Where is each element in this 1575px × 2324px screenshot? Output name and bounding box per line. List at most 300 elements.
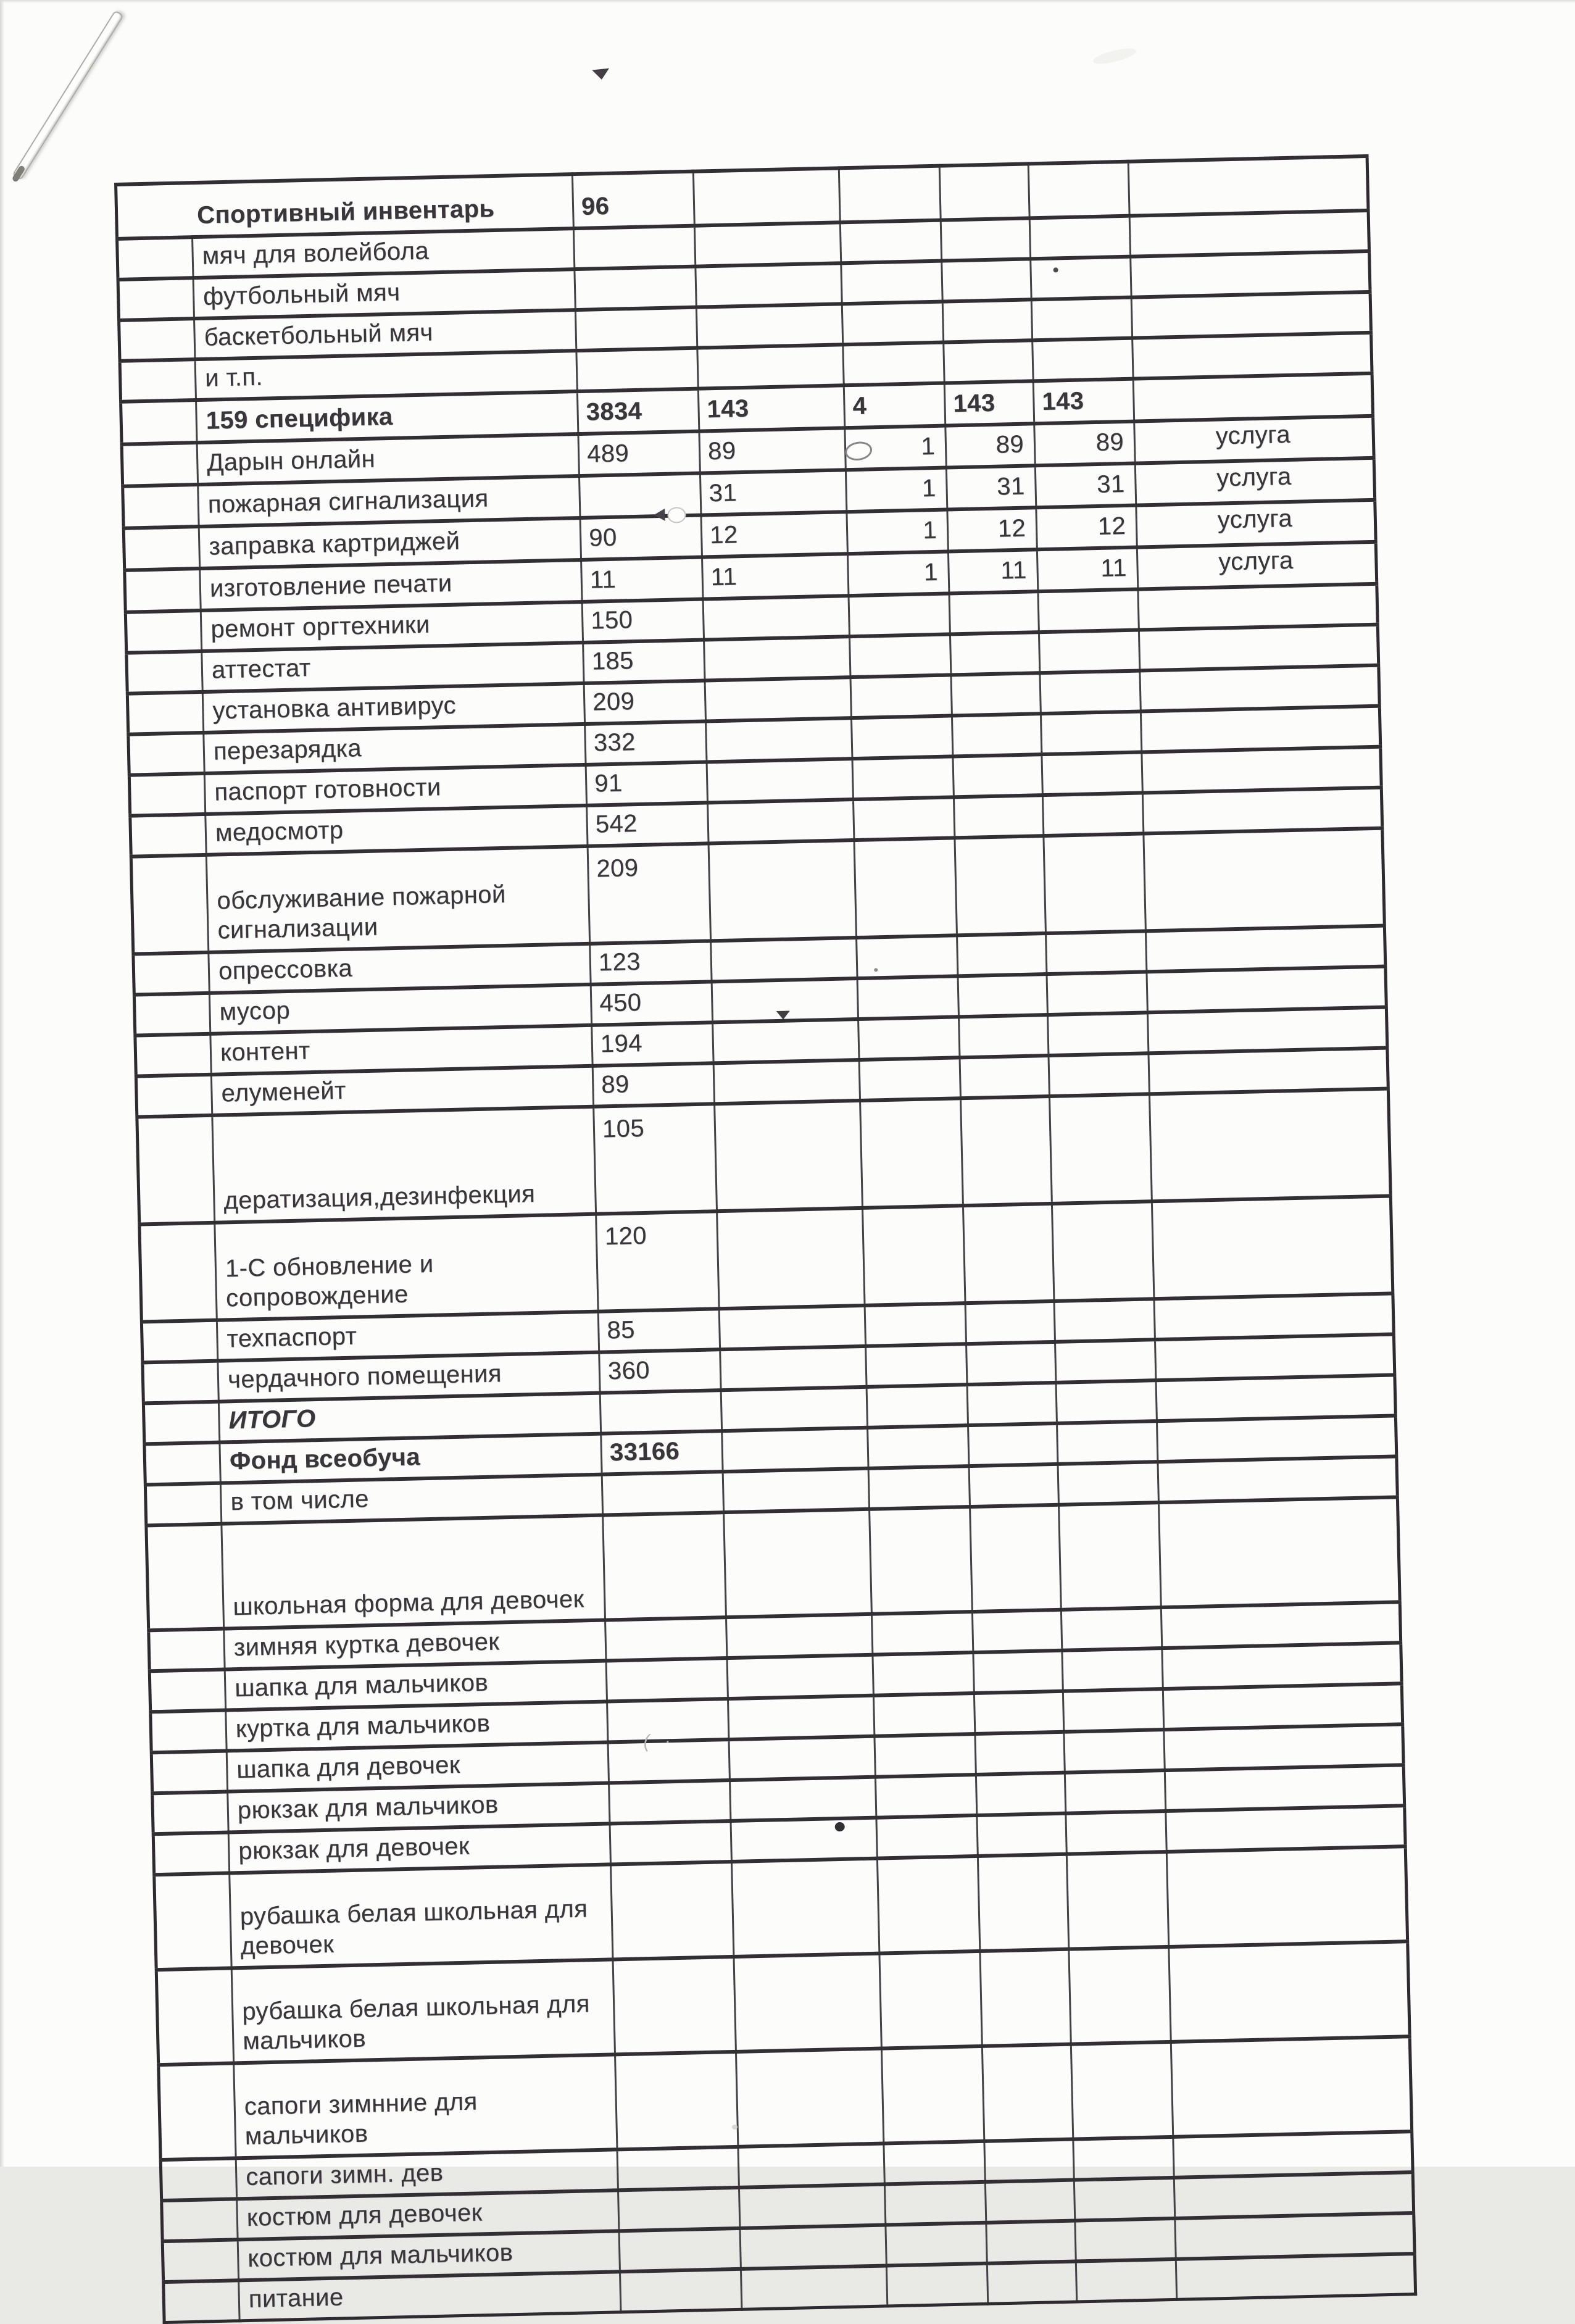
row-index-cell xyxy=(120,359,196,402)
value-cell xyxy=(1058,1462,1158,1505)
pen-scratch-artifact xyxy=(12,10,124,181)
item-label-cell: медосмотр xyxy=(206,806,588,855)
value-cell xyxy=(575,267,696,310)
value-cell xyxy=(968,1423,1058,1466)
value-cell xyxy=(972,1610,1062,1652)
item-label-cell: елуменейт xyxy=(211,1066,593,1115)
value-cell: 31 xyxy=(700,470,846,515)
item-label-cell: обслуживание пожарной сигнализации xyxy=(206,846,589,952)
value-cell xyxy=(611,1862,734,1959)
row-index-cell xyxy=(154,1873,231,1970)
value-cell xyxy=(875,1734,976,1777)
value-cell xyxy=(713,1060,860,1104)
note-cell xyxy=(1147,1007,1387,1054)
value-cell xyxy=(736,2049,883,2147)
value-cell xyxy=(723,1468,869,1512)
note-cell xyxy=(1131,292,1371,338)
row-index-cell xyxy=(133,952,209,995)
faint-speck-artifact xyxy=(732,2125,738,2130)
row-index-cell xyxy=(143,1402,219,1444)
note-cell xyxy=(1154,1293,1394,1339)
value-cell xyxy=(987,2262,1076,2304)
value-cell xyxy=(731,1818,877,1862)
item-label-cell: опрессовка xyxy=(209,944,591,993)
item-label-cell: сапоги зимн. дев xyxy=(236,2149,618,2199)
value-cell xyxy=(958,974,1047,1017)
value-cell: 11 xyxy=(948,549,1038,593)
value-cell: 89 xyxy=(945,423,1036,467)
value-cell xyxy=(957,933,1047,976)
value-cell xyxy=(857,935,958,978)
value-cell xyxy=(722,1428,868,1472)
value-cell xyxy=(1064,1730,1165,1773)
value-cell xyxy=(711,938,857,981)
row-index-cell xyxy=(129,773,205,816)
value-cell xyxy=(973,1651,1063,1693)
value-cell xyxy=(857,976,958,1019)
item-label-cell: в том числе xyxy=(220,1475,602,1524)
value-cell xyxy=(850,634,951,677)
note-cell xyxy=(1176,2254,1415,2299)
value-cell xyxy=(1040,670,1141,714)
item-label-cell: и т.п. xyxy=(195,351,577,400)
value-cell: 89 xyxy=(699,428,846,473)
note-cell xyxy=(1142,788,1382,834)
value-cell xyxy=(840,220,941,264)
row-index-cell xyxy=(125,610,201,653)
value-cell xyxy=(575,307,697,351)
value-cell xyxy=(705,677,851,721)
value-cell: 4 xyxy=(844,383,945,428)
note-cell xyxy=(1157,1415,1396,1462)
item-label-cell: зимняя куртка девочек xyxy=(224,1620,606,1670)
value-cell: 360 xyxy=(599,1349,721,1393)
value-cell xyxy=(886,2223,987,2266)
value-cell: 450 xyxy=(591,981,712,1025)
row-index-cell xyxy=(123,485,199,528)
value-cell xyxy=(876,1815,978,1859)
value-cell xyxy=(967,1383,1057,1425)
value-cell xyxy=(1056,1380,1157,1423)
triangle-down-mark-icon xyxy=(776,1011,790,1020)
value-cell: 1 xyxy=(846,468,947,512)
value-cell xyxy=(849,593,950,636)
value-cell xyxy=(600,1390,721,1433)
value-cell xyxy=(696,263,842,307)
note-cell xyxy=(1171,2036,1411,2137)
value-cell xyxy=(1038,589,1139,633)
value-cell xyxy=(954,795,1043,838)
value-cell xyxy=(975,1732,1065,1775)
value-cell xyxy=(982,2044,1073,2141)
row-index-cell xyxy=(125,569,201,612)
value-cell xyxy=(949,591,1039,634)
item-label-cell: ремонт оргтехники xyxy=(201,602,583,651)
row-index-cell xyxy=(130,814,206,857)
value-cell: 542 xyxy=(587,802,709,846)
row-index-cell xyxy=(162,2239,238,2282)
value-cell xyxy=(727,1655,873,1699)
value-cell xyxy=(851,715,952,759)
value-cell: 96 xyxy=(572,172,694,228)
triangle-mark-icon xyxy=(592,69,610,81)
value-cell xyxy=(980,1949,1071,2046)
value-cell xyxy=(1029,216,1130,259)
value-cell xyxy=(1039,630,1139,673)
row-index-cell xyxy=(153,1832,229,1875)
value-cell xyxy=(842,302,943,345)
value-cell xyxy=(693,168,840,225)
row-index-cell xyxy=(122,443,198,486)
value-cell xyxy=(708,799,854,843)
value-cell xyxy=(963,1204,1054,1303)
note-cell xyxy=(1156,1375,1395,1421)
value-cell xyxy=(694,222,841,266)
value-cell xyxy=(965,1301,1055,1344)
value-cell xyxy=(620,2269,742,2312)
note-cell: услуга xyxy=(1134,416,1374,464)
value-cell: 90 xyxy=(580,515,702,560)
scanner-edge-shadow-top xyxy=(0,0,1575,3)
item-label-cell: 159 специфика xyxy=(196,391,578,443)
value-cell xyxy=(1042,752,1142,795)
item-label-cell: перезарядка xyxy=(204,724,586,773)
arrow-left-mark-icon xyxy=(654,509,665,521)
value-cell xyxy=(1061,1607,1162,1651)
note-cell xyxy=(1163,1683,1402,1730)
value-cell: 33166 xyxy=(601,1431,723,1474)
value-cell xyxy=(959,1015,1049,1057)
value-cell xyxy=(1065,1770,1165,1814)
value-cell: 31 xyxy=(1035,464,1136,508)
item-label-cell: рюкзак для девочек xyxy=(228,1823,610,1873)
value-cell: 209 xyxy=(584,680,705,723)
value-cell xyxy=(950,632,1039,675)
value-cell: 332 xyxy=(585,721,707,764)
row-index-cell xyxy=(139,1223,217,1322)
item-label-cell: дератизация,дезинфекция xyxy=(212,1107,596,1223)
value-cell xyxy=(1031,257,1131,300)
row-index-cell xyxy=(156,1968,233,2065)
value-cell xyxy=(860,1098,963,1208)
value-cell xyxy=(881,2046,984,2144)
row-index-cell xyxy=(127,692,203,735)
value-cell xyxy=(724,1509,872,1617)
value-cell xyxy=(739,2184,885,2228)
value-cell xyxy=(1054,1299,1155,1342)
value-cell xyxy=(974,1691,1063,1734)
note-cell xyxy=(1131,251,1370,298)
value-cell: 1 xyxy=(847,510,949,554)
value-cell xyxy=(942,299,1032,342)
value-cell: 89 xyxy=(592,1063,714,1106)
value-cell xyxy=(865,1303,966,1346)
note-cell xyxy=(1133,373,1373,422)
value-cell xyxy=(953,754,1042,797)
value-cell xyxy=(1028,162,1129,219)
note-cell xyxy=(1174,2172,1413,2218)
note-cell xyxy=(1161,1602,1400,1648)
value-cell: 11 xyxy=(581,557,703,602)
item-label-cell: костюм для девочек xyxy=(237,2190,619,2239)
item-label-cell: 1-С обновление и сопровождение xyxy=(215,1214,598,1320)
scanner-edge-shadow-left xyxy=(0,0,4,2167)
value-cell xyxy=(1041,711,1141,754)
item-label-cell: футбольный мяч xyxy=(193,269,575,319)
value-cell xyxy=(1066,1852,1168,1949)
note-cell xyxy=(1129,210,1369,257)
value-cell xyxy=(738,2144,884,2188)
value-cell xyxy=(717,1208,865,1309)
value-cell xyxy=(1033,338,1133,381)
value-cell xyxy=(741,2265,887,2309)
value-cell xyxy=(839,166,941,223)
value-cell: 12 xyxy=(701,512,847,557)
value-cell: 105 xyxy=(594,1104,717,1214)
note-cell xyxy=(1141,706,1380,752)
value-cell xyxy=(720,1346,866,1390)
value-cell xyxy=(1042,793,1143,836)
budget-table-region xyxy=(114,154,1414,2324)
row-index-cell xyxy=(119,319,195,361)
value-cell xyxy=(1075,2218,1176,2262)
note-cell xyxy=(1173,2131,1413,2178)
value-cell: 194 xyxy=(592,1022,713,1065)
value-cell xyxy=(728,1696,874,1739)
value-cell xyxy=(853,797,954,840)
value-cell xyxy=(976,1773,1065,1815)
value-cell: 91 xyxy=(586,762,707,805)
value-cell xyxy=(939,164,1029,220)
value-cell xyxy=(734,1954,881,2052)
item-label-cell: рюкзак для мальчиков xyxy=(228,1783,610,1832)
item-label-cell: заправка картриджей xyxy=(199,518,581,569)
value-cell xyxy=(863,1206,966,1306)
note-cell: услуга xyxy=(1136,500,1376,548)
item-label-cell: куртка для мальчиков xyxy=(226,1702,608,1751)
value-cell: 143 xyxy=(944,381,1034,425)
value-cell xyxy=(1047,1012,1148,1056)
value-cell xyxy=(618,2188,740,2231)
row-index-cell xyxy=(145,1483,221,1526)
row-index-cell xyxy=(135,1034,211,1077)
value-cell: 1 xyxy=(847,551,949,596)
value-cell xyxy=(1076,2259,1176,2302)
value-cell: 209 xyxy=(588,843,711,943)
note-cell xyxy=(1149,1089,1390,1202)
item-label-cell: шапка для мальчиков xyxy=(225,1661,607,1710)
value-cell xyxy=(619,2228,741,2272)
item-label-cell: ИТОГО xyxy=(218,1393,600,1443)
note-cell xyxy=(1164,1724,1403,1770)
value-cell xyxy=(697,344,844,388)
item-label-cell: рубашка белая школьная для девочек xyxy=(230,1864,613,1968)
value-cell xyxy=(985,2180,1074,2223)
value-cell xyxy=(713,1019,859,1063)
value-cell xyxy=(573,226,695,269)
note-cell xyxy=(1144,828,1384,931)
value-cell xyxy=(879,1951,982,2049)
note-cell xyxy=(1165,1765,1404,1811)
value-cell xyxy=(707,759,853,802)
value-cell: 123 xyxy=(590,941,712,984)
value-cell: 489 xyxy=(578,431,700,476)
row-index-cell xyxy=(137,1115,215,1225)
value-cell xyxy=(941,218,1030,260)
value-cell xyxy=(603,1512,726,1620)
note-cell: услуга xyxy=(1135,458,1374,506)
value-cell xyxy=(613,1957,736,2054)
value-cell xyxy=(969,1464,1058,1507)
row-index-cell xyxy=(160,2158,236,2201)
value-cell xyxy=(1047,972,1147,1015)
value-cell xyxy=(841,261,942,304)
value-cell xyxy=(942,259,1031,301)
item-label-cell: установка антивирус xyxy=(202,683,584,733)
row-index-cell xyxy=(144,1443,220,1485)
value-cell xyxy=(952,714,1041,756)
value-cell xyxy=(955,836,1046,935)
note-cell xyxy=(1158,1497,1400,1607)
value-cell: 11 xyxy=(702,554,849,599)
item-label-cell: паспорт готовности xyxy=(204,765,586,814)
note-cell xyxy=(1152,1196,1392,1299)
item-label-cell: костюм для мальчиков xyxy=(238,2231,620,2280)
row-index-cell xyxy=(128,733,204,775)
value-cell xyxy=(576,348,698,391)
item-label-cell: мусор xyxy=(209,985,591,1034)
item-label-cell: изготовление печати xyxy=(200,560,582,610)
note-cell xyxy=(1158,1456,1397,1502)
value-cell xyxy=(740,2225,886,2268)
item-label-cell: техпаспорт xyxy=(217,1312,599,1361)
item-label-cell: шапка для девочек xyxy=(226,1742,609,1791)
value-cell: 12 xyxy=(1036,506,1137,550)
value-cell xyxy=(977,1814,1066,1856)
value-cell xyxy=(719,1306,865,1349)
value-cell xyxy=(884,2141,985,2184)
row-index-cell xyxy=(146,1524,224,1631)
value-cell xyxy=(870,1507,973,1614)
note-cell xyxy=(1140,665,1379,712)
value-cell xyxy=(1066,1811,1166,1854)
value-cell xyxy=(721,1387,867,1431)
item-label-cell: чердачного помещения xyxy=(218,1352,600,1402)
value-cell xyxy=(605,1617,727,1660)
value-cell xyxy=(868,1466,970,1509)
value-cell xyxy=(978,1854,1068,1951)
value-cell: 143 xyxy=(1033,379,1134,424)
note-cell xyxy=(1138,584,1378,630)
value-cell xyxy=(961,1096,1052,1206)
value-cell xyxy=(960,1056,1049,1098)
value-cell xyxy=(858,1017,960,1060)
item-label-cell: баскетбольный мяч xyxy=(194,310,576,359)
row-index-cell xyxy=(117,237,193,280)
value-cell xyxy=(610,1821,731,1864)
value-cell: 143 xyxy=(698,385,845,431)
row-index-cell xyxy=(131,855,209,954)
value-cell xyxy=(875,1775,976,1818)
value-cell xyxy=(984,2139,1074,2182)
note-cell xyxy=(1145,926,1385,972)
value-cell xyxy=(703,596,849,639)
item-label-cell: Спортивный инвентарь xyxy=(116,174,574,239)
value-cell: 185 xyxy=(583,640,705,683)
value-cell xyxy=(704,636,850,680)
note-cell xyxy=(1147,967,1386,1013)
value-cell xyxy=(877,1856,979,1954)
value-cell xyxy=(726,1614,872,1658)
value-cell xyxy=(868,1425,969,1468)
value-cell xyxy=(986,2221,1076,2264)
item-label-cell: мяч для волейбола xyxy=(193,228,575,278)
value-cell xyxy=(871,1612,973,1655)
row-index-cell xyxy=(151,1751,227,1794)
row-index-cell xyxy=(127,651,202,694)
note-cell xyxy=(1149,1048,1388,1094)
row-index-cell xyxy=(123,527,200,570)
value-cell xyxy=(944,340,1033,383)
value-cell xyxy=(1071,2042,1173,2139)
item-label-cell: Дарын онлайн xyxy=(197,434,579,485)
row-index-cell xyxy=(118,278,194,320)
item-label-cell: контент xyxy=(210,1025,592,1075)
value-cell: 3834 xyxy=(577,389,699,434)
value-cell: 150 xyxy=(582,599,704,643)
item-label-cell: пожарная сигнализация xyxy=(198,476,580,527)
value-cell xyxy=(1057,1421,1158,1464)
note-cell xyxy=(1132,333,1372,379)
note-cell xyxy=(1166,1846,1407,1947)
note-cell: услуга xyxy=(1137,542,1376,589)
value-cell xyxy=(873,1693,975,1736)
item-label-cell: питание xyxy=(239,2272,621,2321)
value-cell xyxy=(951,673,1041,715)
value-cell xyxy=(884,2182,986,2225)
row-index-cell xyxy=(164,2280,239,2322)
value-cell xyxy=(731,1859,879,1957)
note-cell xyxy=(1175,2213,1415,2259)
value-cell: 31 xyxy=(946,465,1036,509)
value-cell xyxy=(1063,1689,1163,1732)
value-cell xyxy=(1055,1339,1156,1383)
value-cell: 11 xyxy=(1037,548,1138,592)
row-index-cell xyxy=(143,1361,218,1404)
value-cell xyxy=(1059,1502,1162,1610)
value-cell xyxy=(1049,1094,1152,1204)
value-cell xyxy=(729,1736,875,1780)
value-cell xyxy=(615,2052,738,2149)
value-cell: 12 xyxy=(947,507,1037,551)
value-cell xyxy=(866,1344,967,1387)
value-cell xyxy=(606,1658,728,1701)
faint-pen-mark: ( · xyxy=(643,1731,676,1752)
value-cell: 1 xyxy=(845,426,947,470)
value-cell xyxy=(715,1101,863,1211)
value-cell xyxy=(1074,2178,1174,2221)
note-cell xyxy=(1128,156,1368,216)
note-cell xyxy=(1142,747,1381,793)
value-cell xyxy=(854,838,957,938)
value-cell xyxy=(709,840,857,941)
item-label-cell: сапоги зимнние для мальчиков xyxy=(234,2054,617,2158)
row-index-cell xyxy=(136,1075,212,1117)
item-label-cell: Фонд всеобуча xyxy=(220,1434,602,1483)
row-index-cell xyxy=(134,993,210,1036)
smudge-artifact xyxy=(1092,46,1137,67)
value-cell xyxy=(729,1777,876,1821)
